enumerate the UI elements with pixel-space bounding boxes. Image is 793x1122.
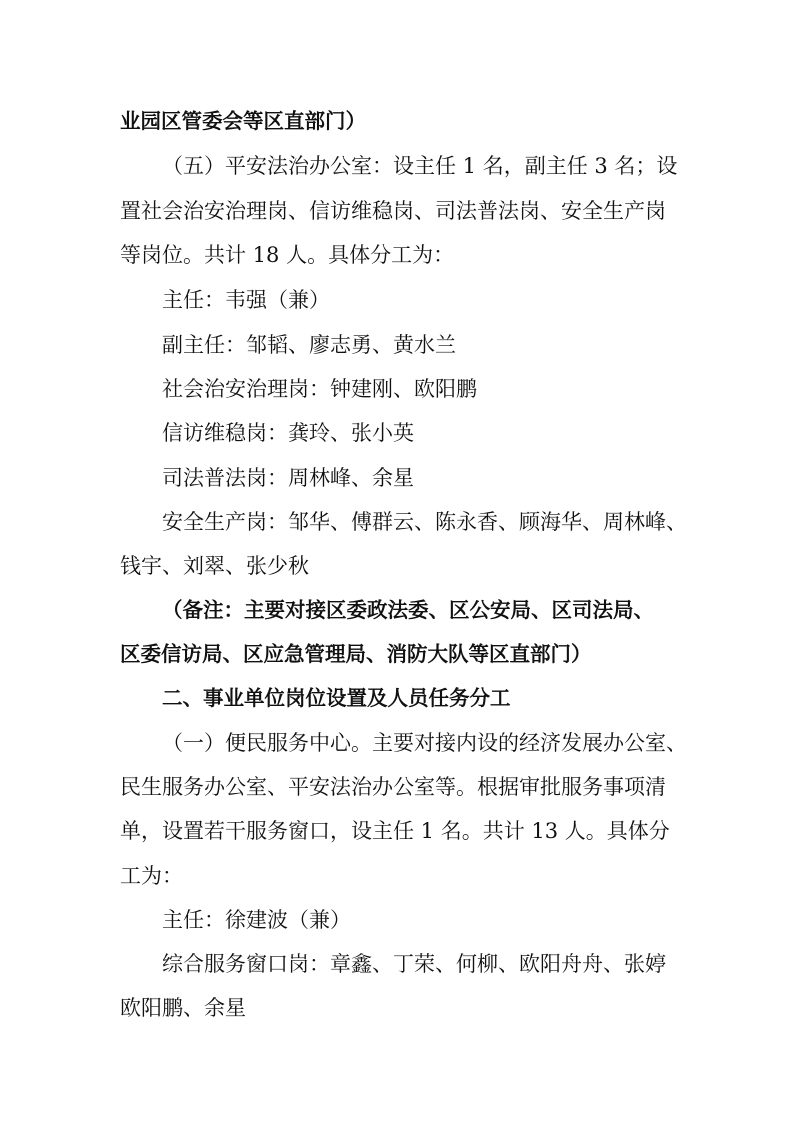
- paragraph-line: 工为：: [120, 864, 183, 888]
- paragraph-line: 置社会治安治理岗、信访维稳岗、司法普法岗、安全生产岗: [120, 199, 666, 223]
- section-heading: 二、事业单位岗位设置及人员任务分工: [162, 686, 511, 710]
- paragraph-line: 欧阳鹏、余星: [120, 996, 246, 1020]
- paragraph-line: 信访维稳岗：龚玲、张小英: [162, 421, 414, 445]
- paragraph-line: 综合服务窗口岗：章鑫、丁荣、何柳、欧阳舟舟、张婷: [162, 952, 666, 976]
- paragraph-line: 民生服务办公室、平安法治办公室等。根据审批服务事项清: [120, 775, 666, 799]
- paragraph-line: 司法普法岗：周林峰、余星: [162, 466, 414, 490]
- paragraph-line: 主任：韦强（兼）: [162, 288, 330, 312]
- paragraph-line: 副主任：邹韬、廖志勇、黄水兰: [162, 333, 456, 357]
- paragraph-line: 等岗位。共计 18 人。具体分工为：: [120, 243, 455, 267]
- paragraph-line: 区委信访局、区应急管理局、消防大队等区直部门）: [120, 642, 592, 666]
- paragraph-line: 主任：徐建波（兼）: [162, 908, 351, 932]
- paragraph-line: 安全生产岗：邹华、傅群云、陈永香、顾海华、周林峰、: [162, 510, 687, 534]
- paragraph-line: 单，设置若干服务窗口，设主任 1 名。共计 13 人。具体分: [120, 819, 670, 843]
- paragraph-line: 社会治安治理岗：钟建刚、欧阳鹏: [162, 377, 477, 401]
- paragraph-line: （备注：主要对接区委政法委、区公安局、区司法局、: [162, 598, 654, 622]
- paragraph-line: 钱宇、刘翠、张少秋: [120, 554, 309, 578]
- paragraph-line: 业园区管委会等区直部门）: [120, 109, 366, 133]
- paragraph-line: （五）平安法治办公室：设主任 1 名，副主任 3 名；设: [162, 154, 678, 178]
- paragraph-line: （一）便民服务中心。主要对接内设的经济发展办公室、: [162, 731, 687, 755]
